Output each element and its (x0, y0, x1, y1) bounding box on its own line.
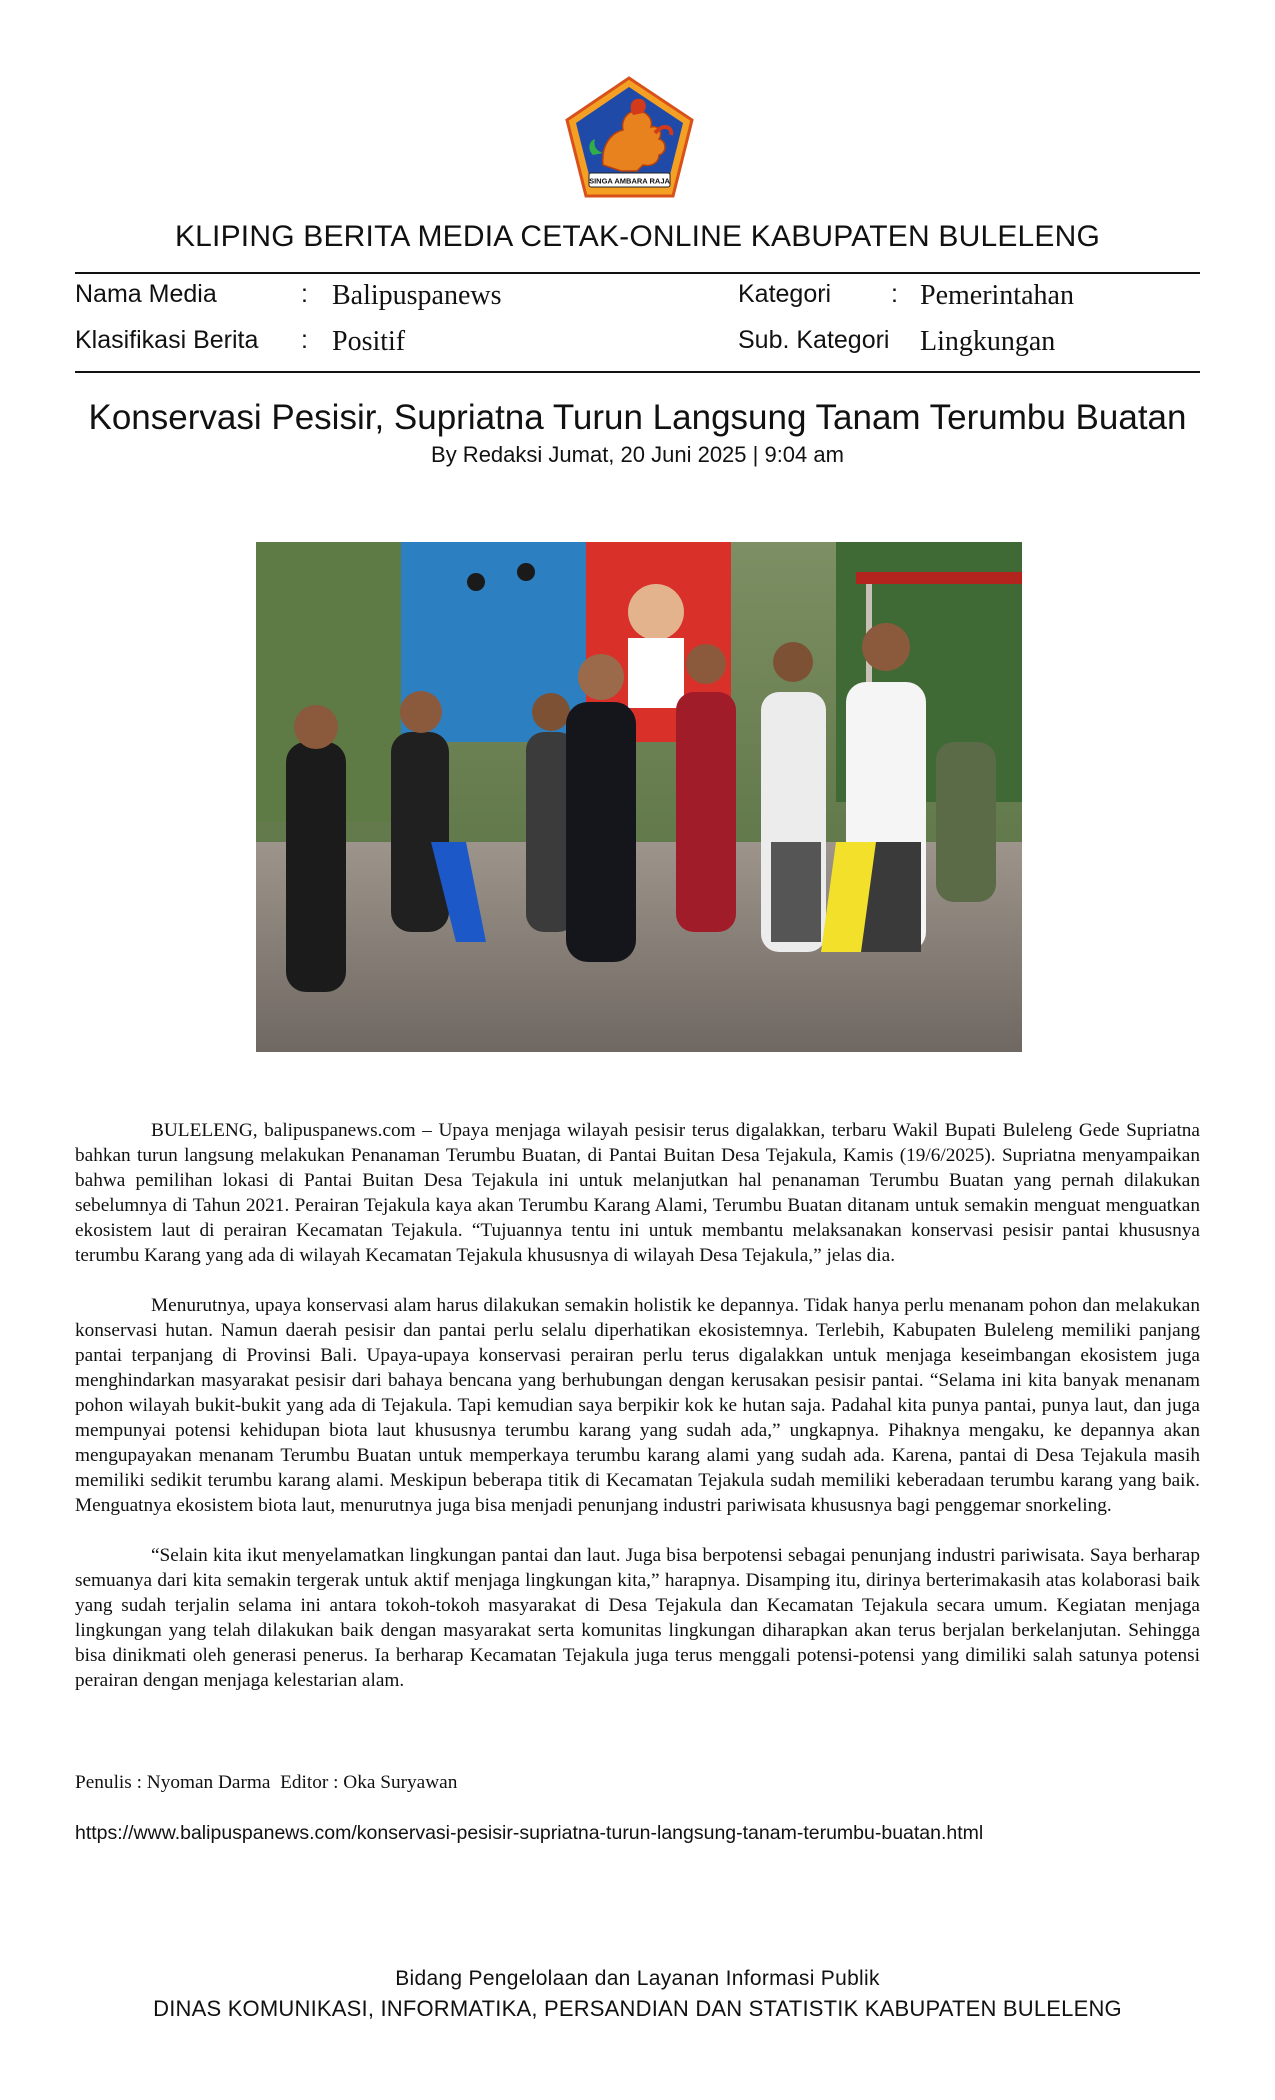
source-url-link[interactable]: https://www.balipuspanews.com/konservasi-pesisir-supriatna-turun-langsung-tanam-terumbu-buatan.html (75, 1822, 984, 1844)
article-credit: Penulis : Nyoman Darma Editor : Oka Suryawan (75, 1772, 458, 1793)
article-body (75, 1118, 1200, 1718)
classification-separator: : (301, 326, 308, 354)
media-separator: : (301, 280, 308, 308)
category-value: Pemerintahan (920, 280, 1074, 311)
category-separator: : (891, 280, 898, 308)
metadata-row-2 (75, 324, 1200, 364)
subcategory-value: Lingkungan (920, 326, 1056, 357)
header-divider-bottom (75, 371, 1200, 373)
article-photo (256, 542, 1022, 1052)
svg-text:SINGA AMBARA RAJA: SINGA AMBARA RAJA (589, 176, 670, 186)
media-value: Balipuspanews (332, 280, 502, 311)
article-paragraph: “Selain kita ikut menyelamatkan lingkungan pantai dan laut. Juga bisa berpotensi sebagai penunjang industri pariwisata. Saya berharap semuanya dari kita semakin tergerak untuk aktif menjaga lingkungan kita,” harapnya. Disamping itu, dirinya berterimakasih atas kolaborasi baik yang sudah terjalin selama ini antara tokoh-tokoh masyarakat di Desa Tejakula dan Kecamatan Tejakula secara umum. Kegiatan menjaga lingkungan yang telah dilakukan baik dengan masyarakat serta komunitas lingkungan diharapkan akan terus berjalan berkelanjutan. Sehingga bisa dinikmati oleh generasi penerus. Ia berharap Kecamatan Tejakula juga terus menggali potensi-potensi yang dimiliki salah satunya potensi perairan dengan menjaga kelestarian alam. (75, 1545, 1200, 1691)
category-label: Kategori (738, 280, 832, 308)
metadata-row-1 (75, 278, 1200, 318)
header-divider-top (75, 272, 1200, 274)
footer-division: Bidang Pengelolaan dan Layanan Informasi Publik (395, 1967, 880, 1990)
metadata-block (75, 278, 1200, 368)
classification-value: Positif (332, 326, 406, 357)
kabupaten-buleleng-logo (563, 75, 696, 200)
media-label: Nama Media (75, 280, 217, 308)
document-header-title: KLIPING BERITA MEDIA CETAK-ONLINE KABUPATEN BULELENG (174, 220, 1101, 253)
article-paragraph: Menurutnya, upaya konservasi alam harus dilakukan semakin holistik ke depannya. Tidak hanya perlu menanam pohon dan melakukan konservasi hutan. Namun daerah pesisir dan pantai perlu selalu diperhatikan ekosistemnya. Terlebih, Kabupaten Buleleng memiliki panjang pantai terpanjang di Provinsi Bali. Upaya-upaya konservasi perairan perlu terus digalakkan untuk menjaga keseimbangan ekosistem juga menghindarkan masyarakat pesisir dari bahaya bencana yang berhubungan dengan kerusakan pesisir pantai. “Selama ini kita banyak menanam pohon wilayah bukit-bukit yang ada di Tejakula. Tapi kemudian saya berpikir kok ke hutan saja. Padahal kita punya pantai, punya laut, dan juga mempunyai potensi kehidupan biota laut khususnya terumbu karang yang sudah ada,” ungkapnya. Pihaknya mengaku, ke depannya akan mengupayakan menanam Terumbu Buatan untuk memperkaya terumbu karang alami yang sudah ada. Karena, pantai di Desa Tejakula masih memiliki sedikit terumbu karang alami. Meskipun beberapa titik di Kecamatan Tejakula sudah memiliki keberadaan terumbu karang yang baik. Menguatnya ekosistem biota laut, menurutnya juga bisa menjadi penunjang industri pariwisata khususnya bagi penggemar snorkeling. (75, 1295, 1200, 1516)
article-title: Konservasi Pesisir, Supriatna Turun Langsung Tanam Terumbu Buatan (88, 398, 1187, 437)
subcategory-label: Sub. Kategori (738, 326, 890, 354)
footer-agency: DINAS KOMUNIKASI, INFORMATIKA, PERSANDIAN DAN STATISTIK KABUPATEN BULELENG (153, 1996, 1122, 2021)
article-byline: By Redaksi Jumat, 20 Juni 2025 | 9:04 am (431, 442, 844, 467)
article-paragraph: BULELENG, balipuspanews.com – Upaya menjaga wilayah pesisir terus digalakkan, terbaru Wakil Bupati Buleleng Gede Supriatna bahkan turun langsung melakukan Penanaman Terumbu Buatan, di Pantai Buitan Desa Tejakula, Kamis (19/6/2025). Supriatna menyampaikan bahwa pemilihan lokasi di Pantai Buitan Desa Tejakula ini untuk melanjutkan hal penanaman Terumbu Buatan yang pernah dilakukan sebelumnya di Tahun 2021. Perairan Tejakula kaya akan Terumbu Karang Alami, Terumbu Buatan ditanam untuk semakin menguat menguatkan ekosistem laut di perairan Kecamatan Tejakula. “Tujuannya tentu ini untuk membantu melaksanakan konservasi pesisir pantai khususnya terumbu Karang yang ada di wilayah Kecamatan Tejakula khususnya di wilayah Desa Tejakula,” jelas dia. (75, 1120, 1200, 1266)
classification-label: Klasifikasi Berita (75, 326, 259, 354)
